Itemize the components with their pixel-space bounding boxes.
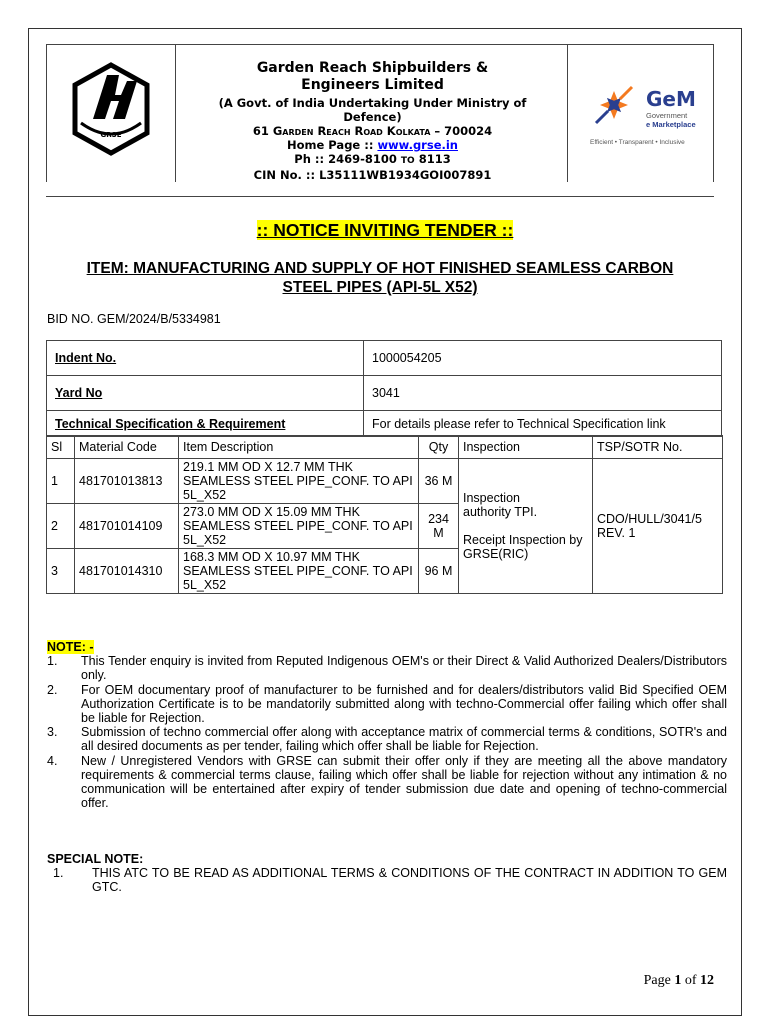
header-rule (46, 196, 714, 197)
phone-end: 8113 (418, 152, 451, 166)
note-title: NOTE: - (47, 640, 94, 654)
notes-section (47, 640, 727, 810)
tsp-cell: CDO/HULL/3041/5 REV. 1 (593, 459, 723, 594)
of-word: of (684, 973, 697, 988)
note-number: 3. (47, 725, 58, 740)
special-note-number: 1. (53, 866, 64, 881)
tech-row (47, 411, 722, 437)
notice-title-text: :: NOTICE INVITING TENDER :: (256, 220, 514, 240)
inspection-cell (459, 459, 593, 594)
list-item (47, 683, 727, 726)
page-number (644, 973, 714, 989)
special-note-section (47, 852, 727, 895)
item-title: ITEM: MANUFACTURING AND SUPPLY OF HOT FINISHED SEAMLESS CARBON STEEL PIPES (API-5L X52) (86, 260, 674, 296)
col-header-inspection: Inspection (459, 436, 593, 459)
tender-info-table (46, 340, 722, 437)
receipt-inspection: Receipt Inspection by GRSE(RIC) (463, 533, 583, 561)
indent-value: 1000054205 (364, 341, 722, 376)
note-text: New / Unregistered Vendors with GRSE can submit their offer only if they are meeting all the above mandatory requirements & commercial terms clause, failing which offer shall be liable for rejection without any intimation & no communication will be entertained after expiry of tender submission due date and opening of techno-commercial offer. (81, 753, 727, 811)
col-header-qty: Qty (419, 436, 459, 459)
page-word: Page (643, 973, 671, 988)
yard-row (47, 376, 722, 411)
address-prefix: 61 (252, 124, 269, 138)
company-info (176, 45, 569, 182)
page-total: 12 (700, 973, 714, 988)
cin: CIN No. :: L35111WB1934GOI007891 (253, 168, 492, 182)
row-sl: 1 (47, 459, 75, 504)
phone-label: Ph :: 2469-8100 (294, 152, 397, 166)
row-qty: 96 M (419, 549, 459, 594)
row-sl: 2 (47, 504, 75, 549)
col-header-sl: Sl (47, 436, 75, 459)
yard-value: 3041 (364, 376, 722, 411)
row-desc: 168.3 MM OD X 10.97 MM THK SEAMLESS STEEL PIPE_CONF. TO API 5L_X52 (179, 549, 419, 594)
tech-value: For details please refer to Technical Specification link (364, 411, 722, 437)
list-item (47, 754, 727, 811)
gem-logo-sub2: e Marketplace (646, 120, 696, 129)
address-pin: – 700024 (434, 124, 493, 138)
row-qty: 36 M (419, 459, 459, 504)
row-code: 481701014310 (75, 549, 179, 594)
page-current: 1 (674, 973, 682, 988)
letterhead (46, 44, 714, 182)
note-text: For OEM documentary proof of manufacturer to be furnished and for dealers/distributors valid Bid Specified OEM Authorization Certificate is to be mandatorily submitted along with techno-Commercial offer failing which offer shall be liable for Rejection. (81, 682, 727, 726)
note-text: This Tender enquiry is invited from Reputed Indigenous OEM's or their Direct & Valid Authorized Dealers/Distributors only. (81, 654, 727, 683)
indent-row (47, 341, 722, 376)
govt-line: (A Govt. of India Undertaking Under Ministry of Defence) (218, 96, 527, 124)
row-sl: 3 (47, 549, 75, 594)
col-header-tsp: TSP/SOTR No. (593, 436, 723, 459)
col-header-desc: Item Description (179, 436, 419, 459)
gem-logo-cell (567, 45, 713, 182)
phone-to: TO (400, 156, 415, 166)
gem-logo-icon (568, 45, 713, 182)
row-code: 481701013813 (75, 459, 179, 504)
grse-logo-icon (47, 45, 175, 182)
tech-label: Technical Specification & Requirement (47, 411, 364, 437)
indent-label: Indent No. (47, 341, 364, 376)
yard-label: Yard No (47, 376, 364, 411)
table-row (47, 459, 723, 504)
note-number: 4. (47, 753, 58, 768)
special-note-item (47, 866, 727, 894)
gem-logo-sub1: Government (646, 111, 688, 120)
list-item (47, 654, 727, 682)
company-name: Garden Reach Shipbuilders & Engineers Limited (256, 60, 489, 93)
homepage-link[interactable]: www.grse.in (377, 138, 458, 152)
address-main: Garden Reach Road Kolkata (272, 124, 431, 138)
note-number: 1. (47, 654, 58, 669)
bid-number: BID NO. GEM/2024/B/5334981 (47, 312, 221, 326)
address (176, 124, 569, 138)
gem-tagline: Efficient • Transparent • Inclusive (590, 139, 685, 146)
special-note-title: SPECIAL NOTE: (47, 852, 144, 866)
materials-table (46, 435, 723, 594)
note-number: 2. (47, 682, 58, 697)
phone (176, 152, 569, 168)
inspection-authority: Inspection authority TPI. (463, 491, 538, 519)
row-desc: 219.1 MM OD X 12.7 MM THK SEAMLESS STEEL PIPE_CONF. TO API 5L_X52 (179, 459, 419, 504)
row-desc: 273.0 MM OD X 15.09 MM THK SEAMLESS STEEL PIPE_CONF. TO API 5L_X52 (179, 504, 419, 549)
homepage (176, 138, 569, 152)
notice-title (0, 220, 770, 241)
grse-logo-text: GRSE (100, 131, 122, 139)
col-header-code: Material Code (75, 436, 179, 459)
grse-logo-cell (47, 45, 176, 182)
homepage-label: Home Page :: (287, 138, 378, 152)
gem-logo-text: GeM (646, 87, 696, 111)
row-code: 481701014109 (75, 504, 179, 549)
row-qty: 234 M (419, 504, 459, 549)
materials-header-row (47, 436, 723, 459)
note-text: Submission of techno commercial offer along with acceptance matrix of commercial terms & conditions, SOTR's and all desired documents as per tender, failing which offer shall be liable for Rejection. (81, 725, 727, 754)
note-list (47, 654, 727, 810)
special-note-text: THIS ATC TO BE READ AS ADDITIONAL TERMS & CONDITIONS OF THE CONTRACT IN ADDITION TO GEM GTC. (92, 866, 727, 895)
list-item (47, 725, 727, 753)
